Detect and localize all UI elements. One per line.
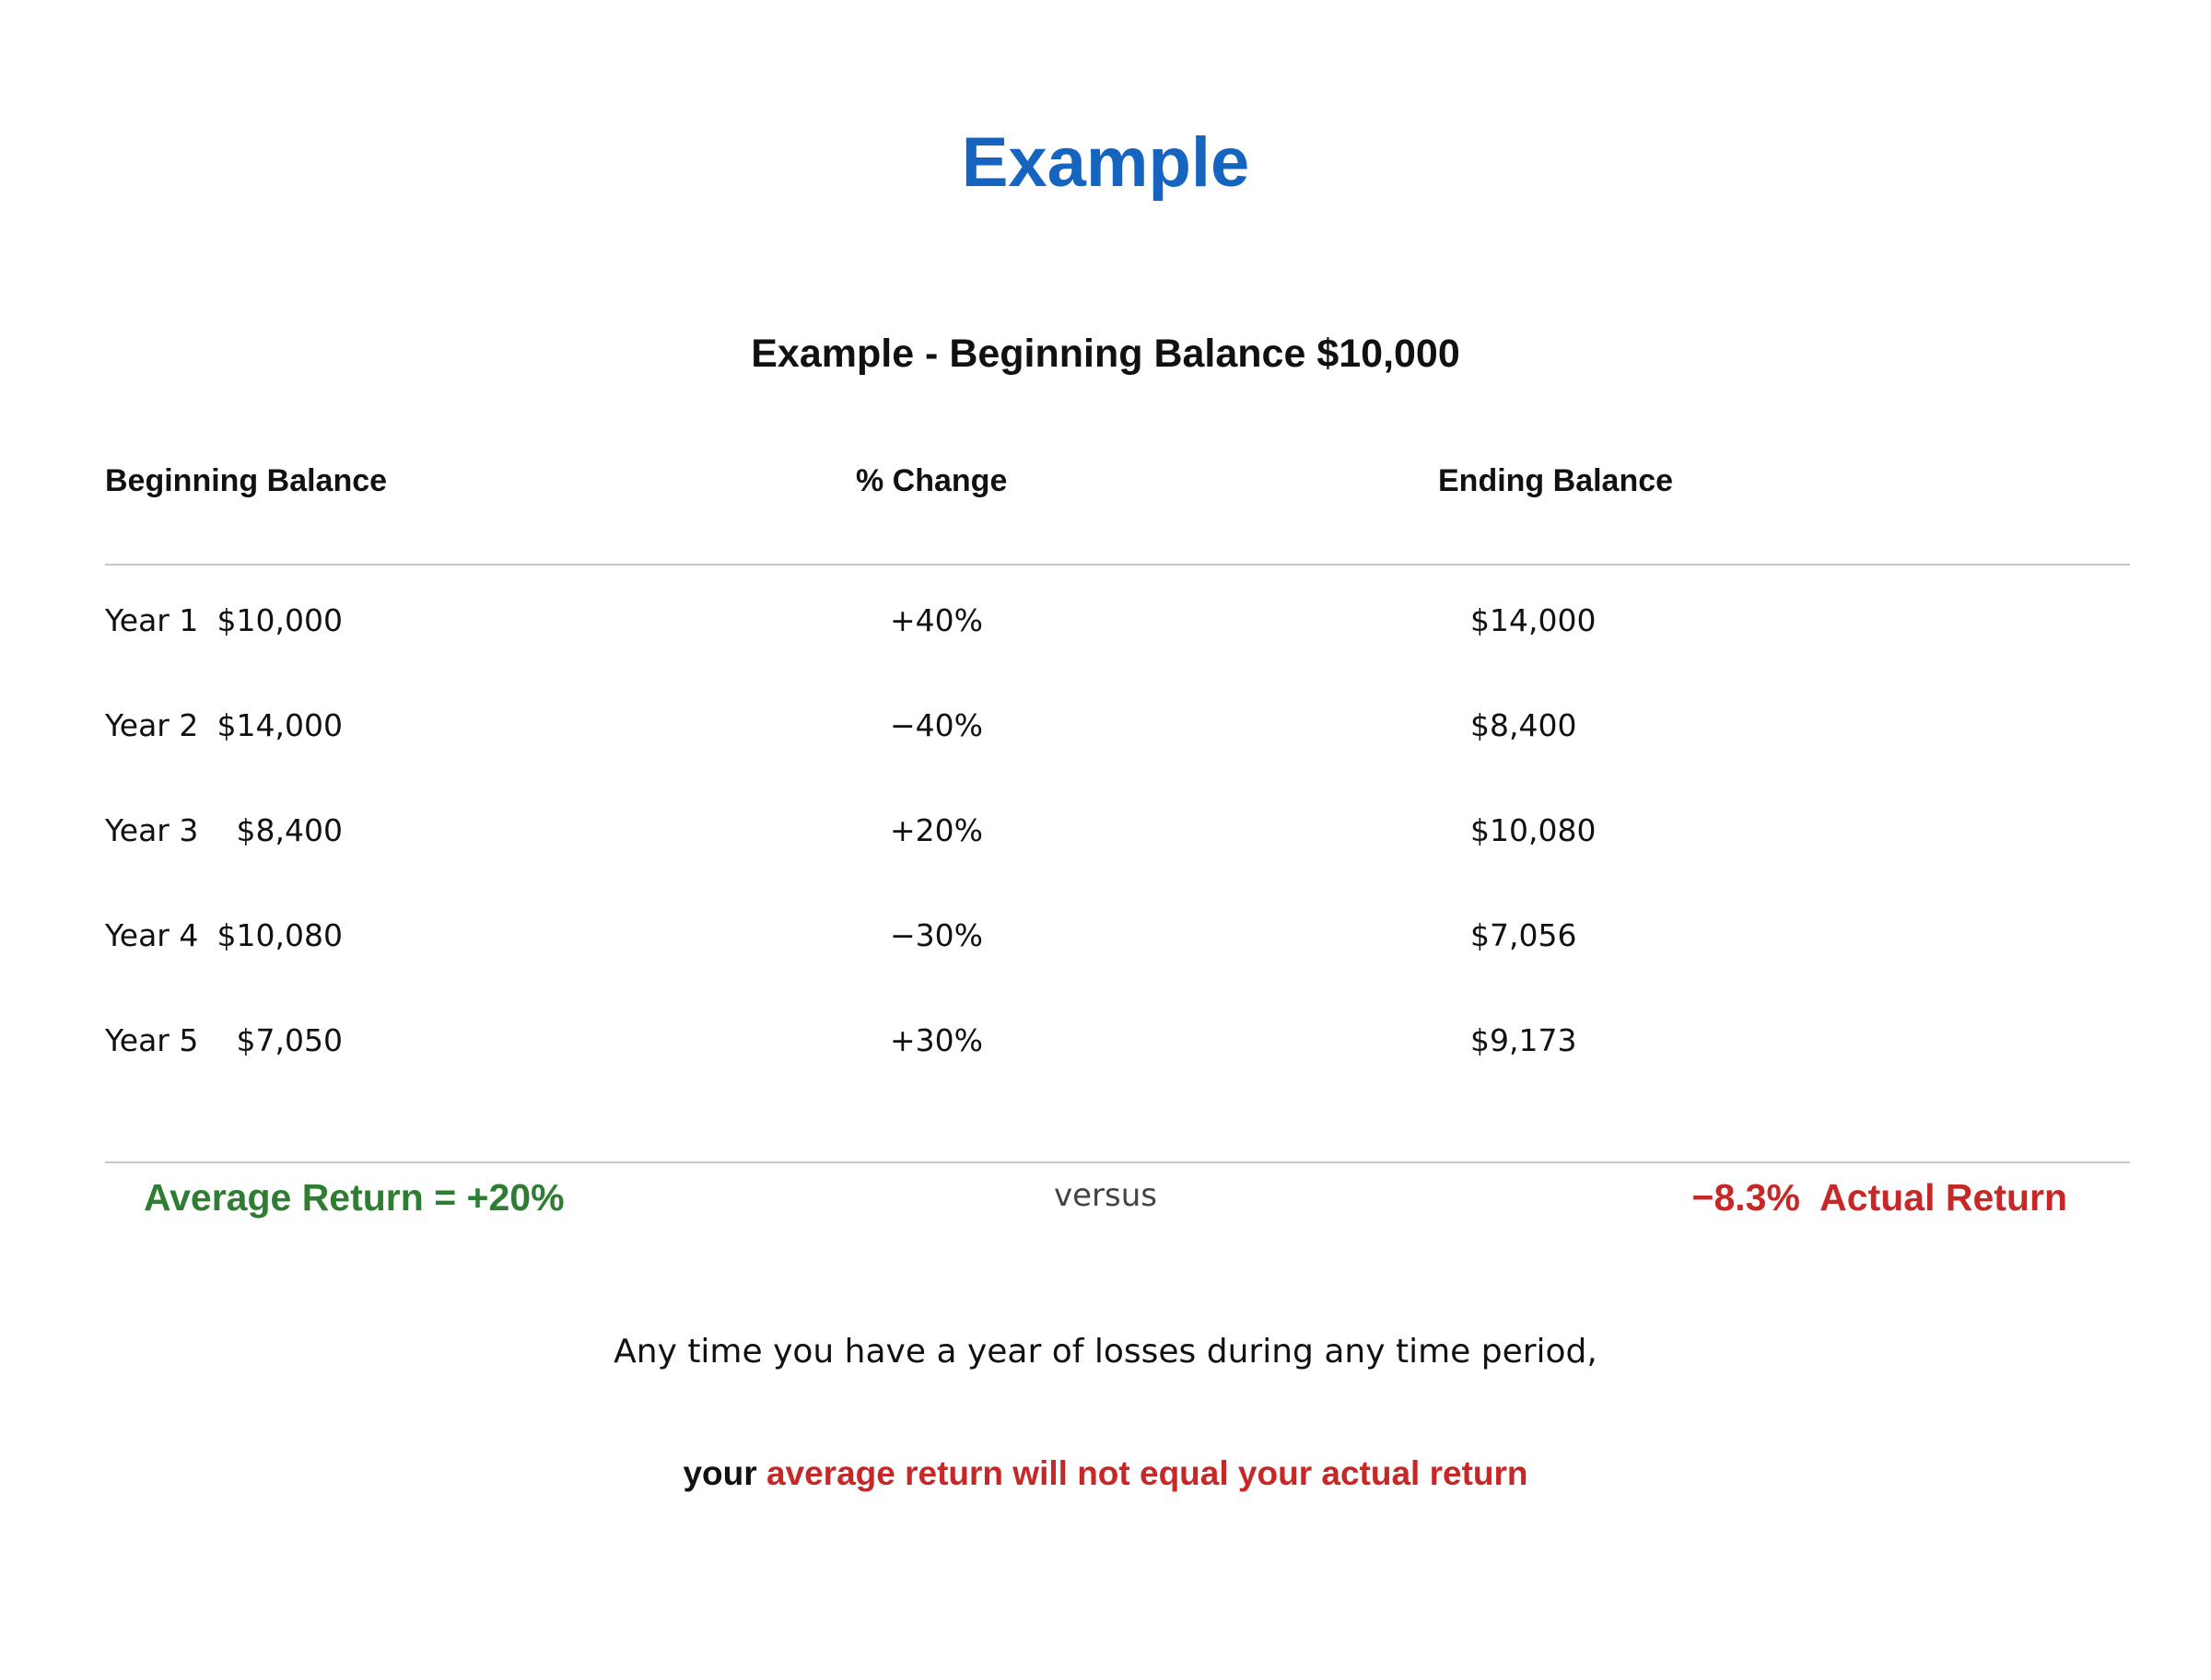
- ending-balance-value: $8,400: [1470, 707, 1577, 743]
- ending-balance-value: $9,173: [1470, 1022, 1577, 1058]
- header-percent-change: % Change: [856, 463, 1008, 498]
- conclusion-emphasis: average return will not equal your actual return: [766, 1454, 1528, 1492]
- losses-note: Any time you have a year of losses during any time period,: [614, 1333, 1597, 1371]
- percent-change-value: +40%: [890, 602, 983, 638]
- beginning-balance-value: $10,000: [216, 602, 343, 638]
- balance-table-body: [0, 595, 2211, 1120]
- year-label: Year 5: [105, 1022, 199, 1058]
- conclusion-lead: your: [683, 1454, 766, 1492]
- header-ending-balance: Ending Balance: [1438, 463, 1674, 498]
- page-title: Example: [961, 122, 1250, 202]
- ending-balance-value: $14,000: [1470, 602, 1597, 638]
- year-label: Year 4: [105, 917, 199, 953]
- actual-return-label: −8.3% Actual Return: [1691, 1176, 2067, 1219]
- beginning-balance-value: $8,400: [236, 812, 343, 848]
- table-row: [0, 805, 2211, 910]
- percent-change-value: +30%: [890, 1022, 983, 1058]
- table-bottom-divider: [105, 1161, 2130, 1163]
- table-row: [0, 910, 2211, 1015]
- year-label: Year 1: [105, 602, 199, 638]
- year-label: Year 2: [105, 707, 199, 743]
- average-return-label: Average Return = +20%: [144, 1176, 565, 1219]
- table-row: [0, 595, 2211, 700]
- versus-label: versus: [1054, 1177, 1157, 1214]
- ending-balance-value: $7,056: [1470, 917, 1577, 953]
- beginning-balance-value: $14,000: [216, 707, 343, 743]
- table-top-divider: [105, 564, 2130, 566]
- header-beginning-balance: Beginning Balance: [105, 463, 388, 498]
- table-row: [0, 700, 2211, 805]
- beginning-balance-value: $7,050: [236, 1022, 343, 1058]
- percent-change-value: −30%: [890, 917, 983, 953]
- conclusion-line: [0, 1446, 2211, 1501]
- percent-change-value: +20%: [890, 812, 983, 848]
- percent-change-value: −40%: [890, 707, 983, 743]
- beginning-balance-value: $10,080: [216, 917, 343, 953]
- ending-balance-value: $10,080: [1470, 812, 1597, 848]
- year-label: Year 3: [105, 812, 199, 848]
- table-row: [0, 1015, 2211, 1120]
- example-subtitle: Example - Beginning Balance $10,000: [751, 331, 1460, 376]
